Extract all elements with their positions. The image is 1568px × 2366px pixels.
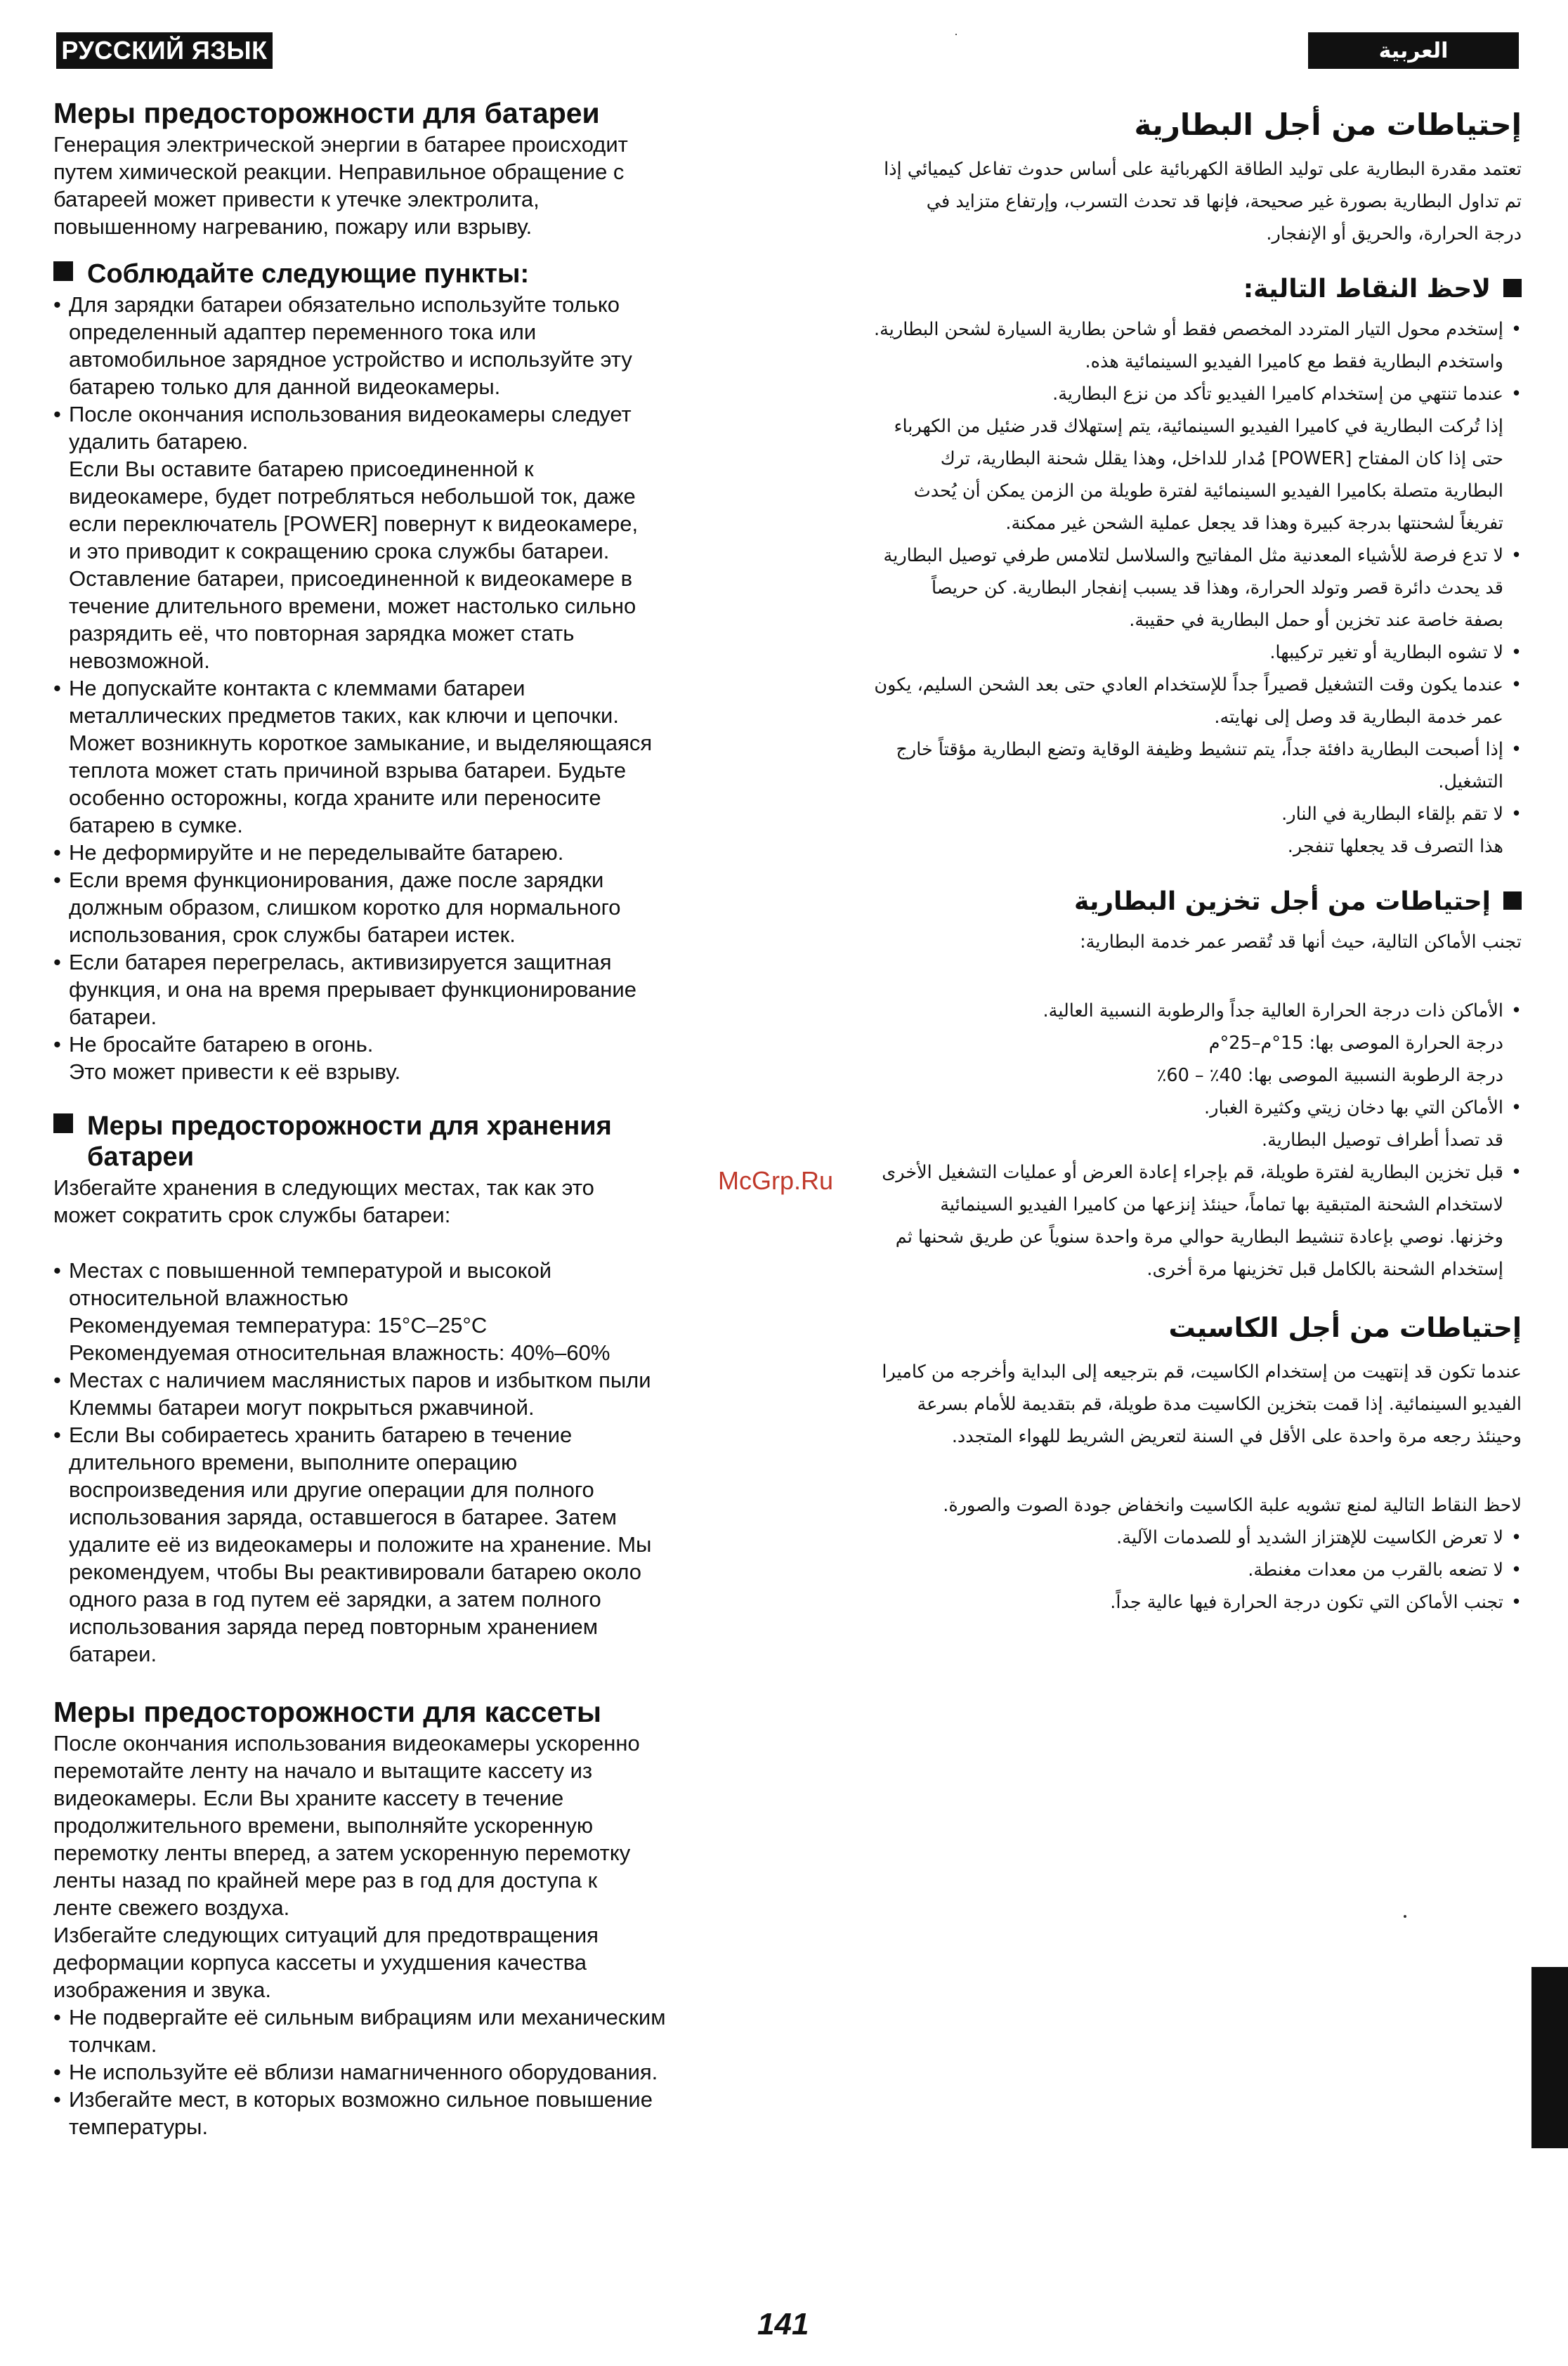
list-item-line: течение длительного времени, может настолько сильно — [69, 594, 636, 618]
list-item-line: درجة الرطوبة النسبية الموصى بها: 40٪ – 60٪ — [1156, 1065, 1503, 1086]
list-item-line: батарею только для данной видеокамеры. — [69, 374, 501, 399]
list-item — [863, 1586, 1522, 1619]
intro-line: عندما تكون قد إنتهيت من إستخدام الكاسيت، قم بترجيعه إلى البداية وأخرجه من كاميرا — [882, 1361, 1522, 1383]
list-item-line: должным образом, слишком коротко для нормального — [69, 895, 621, 920]
intro-line: ленте свежего воздуха. — [53, 1895, 290, 1920]
intro-line: تعتمد مقدرة البطارية على توليد الطاقة الكهربائية على أساس حدوث تفاعل كيميائي إذا — [884, 159, 1522, 180]
list-item-line: использования, срок службы батареи истек. — [69, 922, 516, 947]
intro-line: продолжительного времени, выполняйте ускоренную — [53, 1813, 594, 1838]
observe-points-list-ar — [863, 313, 1522, 863]
observe-points-list — [53, 291, 742, 1085]
intro-line: Избегайте хранения в следующих местах, так как это — [53, 1175, 594, 1200]
list-item-line: относительной влажностью — [69, 1286, 348, 1310]
page-edge-tab — [1531, 1967, 1568, 2148]
list-item — [863, 733, 1522, 798]
list-item — [53, 2086, 742, 2140]
list-item-line: Не подвергайте её сильным вибрациям или механическим — [69, 2005, 666, 2030]
list-item-line: воспроизведения или другие операции для полного — [69, 1477, 594, 1502]
bullet-icon: • — [1510, 1592, 1522, 1613]
list-item-line: لا تضعه بالقرب من معدات مغنطة. — [1248, 1560, 1503, 1581]
battery-intro-ar — [863, 153, 1522, 250]
intro-line: Избегайте следующих ситуаций для предотвращения — [53, 1923, 599, 1947]
list-item-line: وخزنها. نوصي بإعادة تنشيط البطارية حوالي مرة واحدة سنوياً عن طريق شحنها ثم — [895, 1227, 1503, 1248]
square-bullet-icon — [1503, 891, 1522, 910]
list-item-line: Рекомендуемая относительная влажность: 40%–60% — [69, 1340, 610, 1365]
list-item-line: Рекомендуемая температура: 15°C–25°C — [69, 1313, 488, 1338]
list-item — [53, 1366, 742, 1421]
intro-line: изображения и звука. — [53, 1978, 271, 2002]
bullet-icon: • — [53, 2005, 61, 2030]
list-item-line: هذا التصرف قد يجعلها تنفجر. — [1287, 836, 1503, 857]
storage-intro — [53, 1174, 742, 1229]
intro-line: После окончания использования видеокамеры ускоренно — [53, 1731, 640, 1756]
list-item-line: Не используйте её вблизи намагниченного оборудования. — [69, 2060, 658, 2084]
list-item-line: إذا تُركت البطارية في كاميرا الفيديو السينمائية، يتم إستهلاك قدر ضئيل من الكهرباء — [894, 416, 1503, 437]
russian-column — [53, 97, 742, 2140]
list-item-line: После окончания использования видеокамеры следует — [69, 402, 632, 426]
list-item-line: невозможной. — [69, 648, 210, 673]
bullet-icon: • — [1510, 642, 1522, 663]
list-item-line: تفريغاً لشحنتها بدرجة كبيرة وهذا قد يجعل عملية الشحن غير ممكنة. — [1005, 513, 1503, 534]
battery-precautions-title-ar: إحتياطات من أجل البطارية — [1134, 107, 1522, 142]
list-item-line: حتى إذا كان المفتاح [POWER] مُدار للداخل، وهذا يقلل شحنة البطارية، ترك — [940, 448, 1503, 469]
list-item-line: видеокамере, будет потребляться небольшой ток, даже — [69, 484, 636, 509]
storage-list — [53, 1257, 742, 1668]
bullet-icon: • — [53, 2087, 61, 2112]
list-item-line: لا تشوه البطارية أو تغير تركيبها. — [1269, 642, 1503, 663]
list-item-line: إستخدام الشحنة بالكامل قبل تخزينها مرة أخرى. — [1146, 1259, 1503, 1280]
russian-language-tab: РУССКИЙ ЯЗЫК — [56, 32, 273, 69]
list-item — [863, 995, 1522, 1092]
list-item-line: использования заряда, оставшегося в батарее. Затем — [69, 1505, 617, 1529]
bullet-icon: • — [53, 1423, 61, 1447]
list-item-line: عندما تنتهي من إستخدام كاميرا الفيديو تأكد من نزع البطارية. — [1052, 384, 1503, 405]
watermark: McGrp.Ru — [718, 1166, 834, 1195]
list-item-line: батарею в сумке. — [69, 813, 243, 837]
intro-line: درجة الحرارة، والحريق أو الإنفجار. — [1266, 223, 1522, 244]
list-item — [53, 866, 742, 948]
list-item — [53, 2004, 742, 2058]
list-item-line: если переключатель [POWER] повернут к видеокамере, — [69, 511, 639, 536]
list-item-line: عندما يكون وقت التشغيل قصيراً جداً للإستخدام العادي حتى بعد الشحن السليم، يكون — [874, 674, 1503, 695]
list-item-line: толчкам. — [69, 2032, 157, 2057]
list-item-line: Клеммы батареи могут покрыться ржавчиной. — [69, 1395, 535, 1420]
cassette-list — [53, 2004, 742, 2140]
bullet-icon: • — [1510, 1000, 1522, 1021]
list-item — [53, 948, 742, 1031]
page-number: 141 — [757, 2307, 809, 2341]
list-item — [53, 400, 742, 674]
arabic-language-tab: العربية — [1308, 32, 1519, 69]
storage-list-ar — [863, 995, 1522, 1286]
observe-points-heading: Соблюдайте следующие пункты: — [53, 259, 742, 289]
bullet-icon: • — [53, 676, 61, 700]
list-item-line: определенный адаптер переменного тока или — [69, 320, 537, 344]
list-item — [863, 1522, 1522, 1554]
bullet-icon: • — [1510, 545, 1522, 566]
list-item — [53, 674, 742, 839]
list-item-line: температуры. — [69, 2115, 209, 2139]
printer-mark — [955, 34, 957, 35]
battery-intro — [53, 131, 742, 240]
intro-line: تم تداول البطارية بصورة غير صحيحة، فإنها قد تحدث التسرب، وإرتفاع متزايد في — [926, 191, 1522, 212]
bullet-icon: • — [1510, 1162, 1522, 1183]
list-item-line: لا تعرض الكاسيت للإهتزاز الشديد أو للصدمات الآلية. — [1116, 1527, 1503, 1548]
list-item — [863, 669, 1522, 733]
bullet-icon: • — [53, 1368, 61, 1392]
list-item-line: удалите её из видеокамеры и положите на хранение. Мы — [69, 1532, 652, 1557]
list-item-line: использования заряда перед повторным хранением — [69, 1614, 599, 1639]
list-item-line: Местах с наличием маслянистых паров и избытком пыли — [69, 1368, 651, 1392]
intro-line: батареей может привести к утечке электролита, — [53, 187, 540, 211]
intro-line: деформации корпуса кассеты и ухудшения качества — [53, 1950, 587, 1975]
list-item — [863, 313, 1522, 378]
cassette-note-ar: لاحظ النقاط التالية لمنع تشويه علبة الكاسيت وانخفاض جودة الصوت والصورة. — [943, 1495, 1522, 1516]
intro-line: путем химической реакции. Неправильное обращение с — [53, 159, 625, 184]
list-item-line: Это может привести к её взрыву. — [69, 1059, 401, 1084]
bullet-icon: • — [53, 840, 61, 865]
list-item-line: التشغيل. — [1438, 771, 1503, 792]
list-item — [863, 636, 1522, 669]
storage-intro-ar: تجنب الأماكن التالية، حيث أنها قد تُقصر عمر خدمة البطارية: — [1080, 932, 1522, 953]
list-item-line: удалить батарею. — [69, 429, 249, 454]
list-item-line: одного раза в год путем её зарядки, а затем полного — [69, 1587, 601, 1612]
list-item-line: Для зарядки батареи обязательно используйте только — [69, 292, 620, 317]
list-item-line: لا تدع فرصة للأشياء المعدنية مثل المفاتيح والسلاسل لتلامس طرفي توصيل البطارية — [883, 545, 1503, 566]
list-item-line: Не бросайте батарею в огонь. — [69, 1032, 374, 1057]
list-item — [863, 540, 1522, 636]
bullet-icon: • — [53, 1258, 61, 1283]
bullet-icon: • — [53, 2060, 61, 2084]
list-item-line: قد يحدث دائرة قصر وتولد الحرارة، وهذا قد يسبب إنفجار البطارية. كن حريصاً — [931, 577, 1503, 599]
list-item-line: батареи. — [69, 1005, 157, 1029]
bullet-icon: • — [1510, 804, 1522, 825]
list-item-line: функция, и она на время прерывает функционирование — [69, 977, 636, 1002]
list-item-line: Если Вы собираетесь хранить батарею в течение — [69, 1423, 573, 1447]
list-item-line: البطارية متصلة بكاميرا الفيديو السينمائية لفترة طويلة من الزمن يمكن أن يُحدث — [913, 481, 1503, 502]
list-item-line: и это приводит к сокращению срока службы батареи. — [69, 539, 610, 563]
list-item-line: Если Вы оставите батарею присоединенной к — [69, 457, 534, 481]
list-item — [53, 2058, 742, 2086]
cassette-intro — [53, 1730, 742, 2004]
list-item — [53, 291, 742, 400]
bullet-icon: • — [1510, 674, 1522, 695]
list-item-line: металлических предметов таких, как ключи и цепочки. — [69, 703, 619, 728]
list-item — [863, 1156, 1522, 1286]
storage-precautions-heading: Меры предосторожности для хранения батареи — [53, 1111, 742, 1172]
bullet-icon: • — [1510, 739, 1522, 760]
list-item — [53, 1421, 742, 1668]
square-bullet-icon — [1503, 279, 1522, 297]
list-item-line: لاستخدام الشحنة المتبقية بها تماماً، حينئذ إنزعها من كاميرا الفيديو السينمائية — [940, 1194, 1503, 1215]
list-item-line: особенно осторожны, когда храните или переносите — [69, 785, 601, 810]
list-item-line: Не допускайте контакта с клеммами батареи — [69, 676, 525, 700]
list-item-line: Оставление батареи, присоединенной к видеокамере в — [69, 566, 633, 591]
bullet-icon: • — [1510, 1527, 1522, 1548]
bullet-icon: • — [1510, 384, 1522, 405]
list-item — [53, 1031, 742, 1085]
list-item-line: عمر خدمة البطارية قد وصل إلى نهايته. — [1214, 707, 1503, 728]
list-item-line: إستخدم محول التيار المتردد المخصص فقط أو شاحن بطارية السيارة لشحن البطارية. — [874, 319, 1503, 340]
list-item-line: Если батарея перегрелась, активизируется защитная — [69, 950, 612, 974]
list-item-line: تجنب الأماكن التي تكون درجة الحرارة فيها عالية جداً. — [1110, 1592, 1503, 1613]
list-item-line: واستخدم البطارية فقط مع كاميرا الفيديو السينمائية هذه. — [1085, 351, 1503, 372]
list-item-line: درجة الحرارة الموصى بها: 15°م–25°م — [1208, 1033, 1503, 1054]
cassette-list-ar — [863, 1522, 1522, 1619]
intro-line: الفيديو السينمائية. إذا قمت بتخزين الكاسيت مدة طويلة، قم بتقديمة للأمام بسرعة — [917, 1394, 1522, 1415]
bullet-icon: • — [1510, 1560, 1522, 1581]
intro-line: ленты назад по крайней мере раз в год для доступа к — [53, 1868, 598, 1893]
list-item-line: الأماكن ذات درجة الحرارة العالية جداً والرطوبة النسبية العالية. — [1043, 1000, 1503, 1021]
cassette-precautions-title: Меры предосторожности для кассеты — [53, 1696, 601, 1728]
list-item-line: Может возникнуть короткое замыкание, и выделяющаяся — [69, 731, 653, 755]
list-item-line: разрядить её, что повторная зарядка может стать — [69, 621, 575, 646]
square-bullet-icon — [53, 261, 73, 281]
bullet-icon: • — [53, 1032, 61, 1057]
bullet-icon: • — [1510, 319, 1522, 340]
storage-precautions-heading-ar: إحتياطات من أجل تخزين البطارية — [863, 884, 1522, 920]
list-item-line: рекомендуем, чтобы Вы реактивировали батарею около — [69, 1560, 642, 1584]
list-item-line: батареи. — [69, 1642, 157, 1666]
bullet-icon: • — [53, 950, 61, 974]
intro-line: وحينئذ رجعه مرة واحدة على الأقل في السنة لتعريض الشريط للهواء المتجدد. — [951, 1426, 1522, 1447]
cassette-intro-ar — [863, 1356, 1522, 1453]
observe-points-heading-ar: لاحظ النقاط التالية: — [863, 271, 1522, 308]
list-item-line: Местах с повышенной температурой и высокой — [69, 1258, 552, 1283]
stray-dot — [1404, 1915, 1406, 1918]
list-item-line: بصفة خاصة عند تخزين أو حمل البطارية في حقيبة. — [1129, 610, 1503, 631]
intro-line: повышенному нагреванию, пожару или взрыву. — [53, 214, 533, 239]
list-item-line: قد تصدأ أطراف توصيل البطارية. — [1261, 1130, 1503, 1151]
bullet-icon: • — [53, 402, 61, 426]
intro-line: перемотайте ленту на начало и вытащите кассету из — [53, 1758, 593, 1783]
bullet-icon: • — [53, 868, 61, 892]
list-item-line: Если время функционирования, даже после зарядки — [69, 868, 604, 892]
list-item-line: قبل تخزين البطارية لفترة طويلة، قم بإجراء إعادة العرض أو عمليات التشغيل الأخرى — [882, 1162, 1503, 1183]
intro-line: может сократить срок службы батареи: — [53, 1203, 451, 1227]
list-item — [863, 378, 1522, 540]
list-item-line: إذا أصبحت البطارية دافئة جداً، يتم تنشيط وظيفة الوقاية وتضع البطارية مؤقتاً خارج — [896, 739, 1503, 760]
list-item-line: لا تقم بإلقاء البطارية في النار. — [1281, 804, 1503, 825]
list-item-line: Избегайте мест, в которых возможно сильное повышение — [69, 2087, 653, 2112]
list-item — [863, 1092, 1522, 1156]
intro-line: видеокамеры. Если Вы храните кассету в течение — [53, 1786, 564, 1810]
battery-precautions-title: Меры предосторожности для батареи — [53, 97, 600, 129]
list-item — [863, 1554, 1522, 1586]
list-item — [53, 1257, 742, 1366]
cassette-precautions-title-ar: إحتياطات من أجل الكاسيت — [1168, 1312, 1522, 1343]
bullet-icon: • — [53, 292, 61, 317]
list-item-line: теплота может стать причиной взрыва батареи. Будьте — [69, 758, 627, 783]
list-item-line: длительного времени, выполните операцию — [69, 1450, 518, 1475]
list-item-line: الأماكن التي بها دخان زيتي وكثيرة الغبار. — [1204, 1097, 1503, 1118]
square-bullet-icon — [53, 1113, 73, 1133]
list-item-line: автомобильное зарядное устройство и используйте эту — [69, 347, 632, 372]
intro-line: перемотку ленты вперед, а затем ускоренную перемотку — [53, 1841, 631, 1865]
list-item-line: Не деформируйте и не переделывайте батарею. — [69, 840, 564, 865]
list-item — [863, 798, 1522, 863]
list-item — [53, 839, 742, 866]
arabic-column — [863, 104, 1522, 1619]
bullet-icon: • — [1510, 1097, 1522, 1118]
intro-line: Генерация электрической энергии в батарее происходит — [53, 132, 628, 157]
